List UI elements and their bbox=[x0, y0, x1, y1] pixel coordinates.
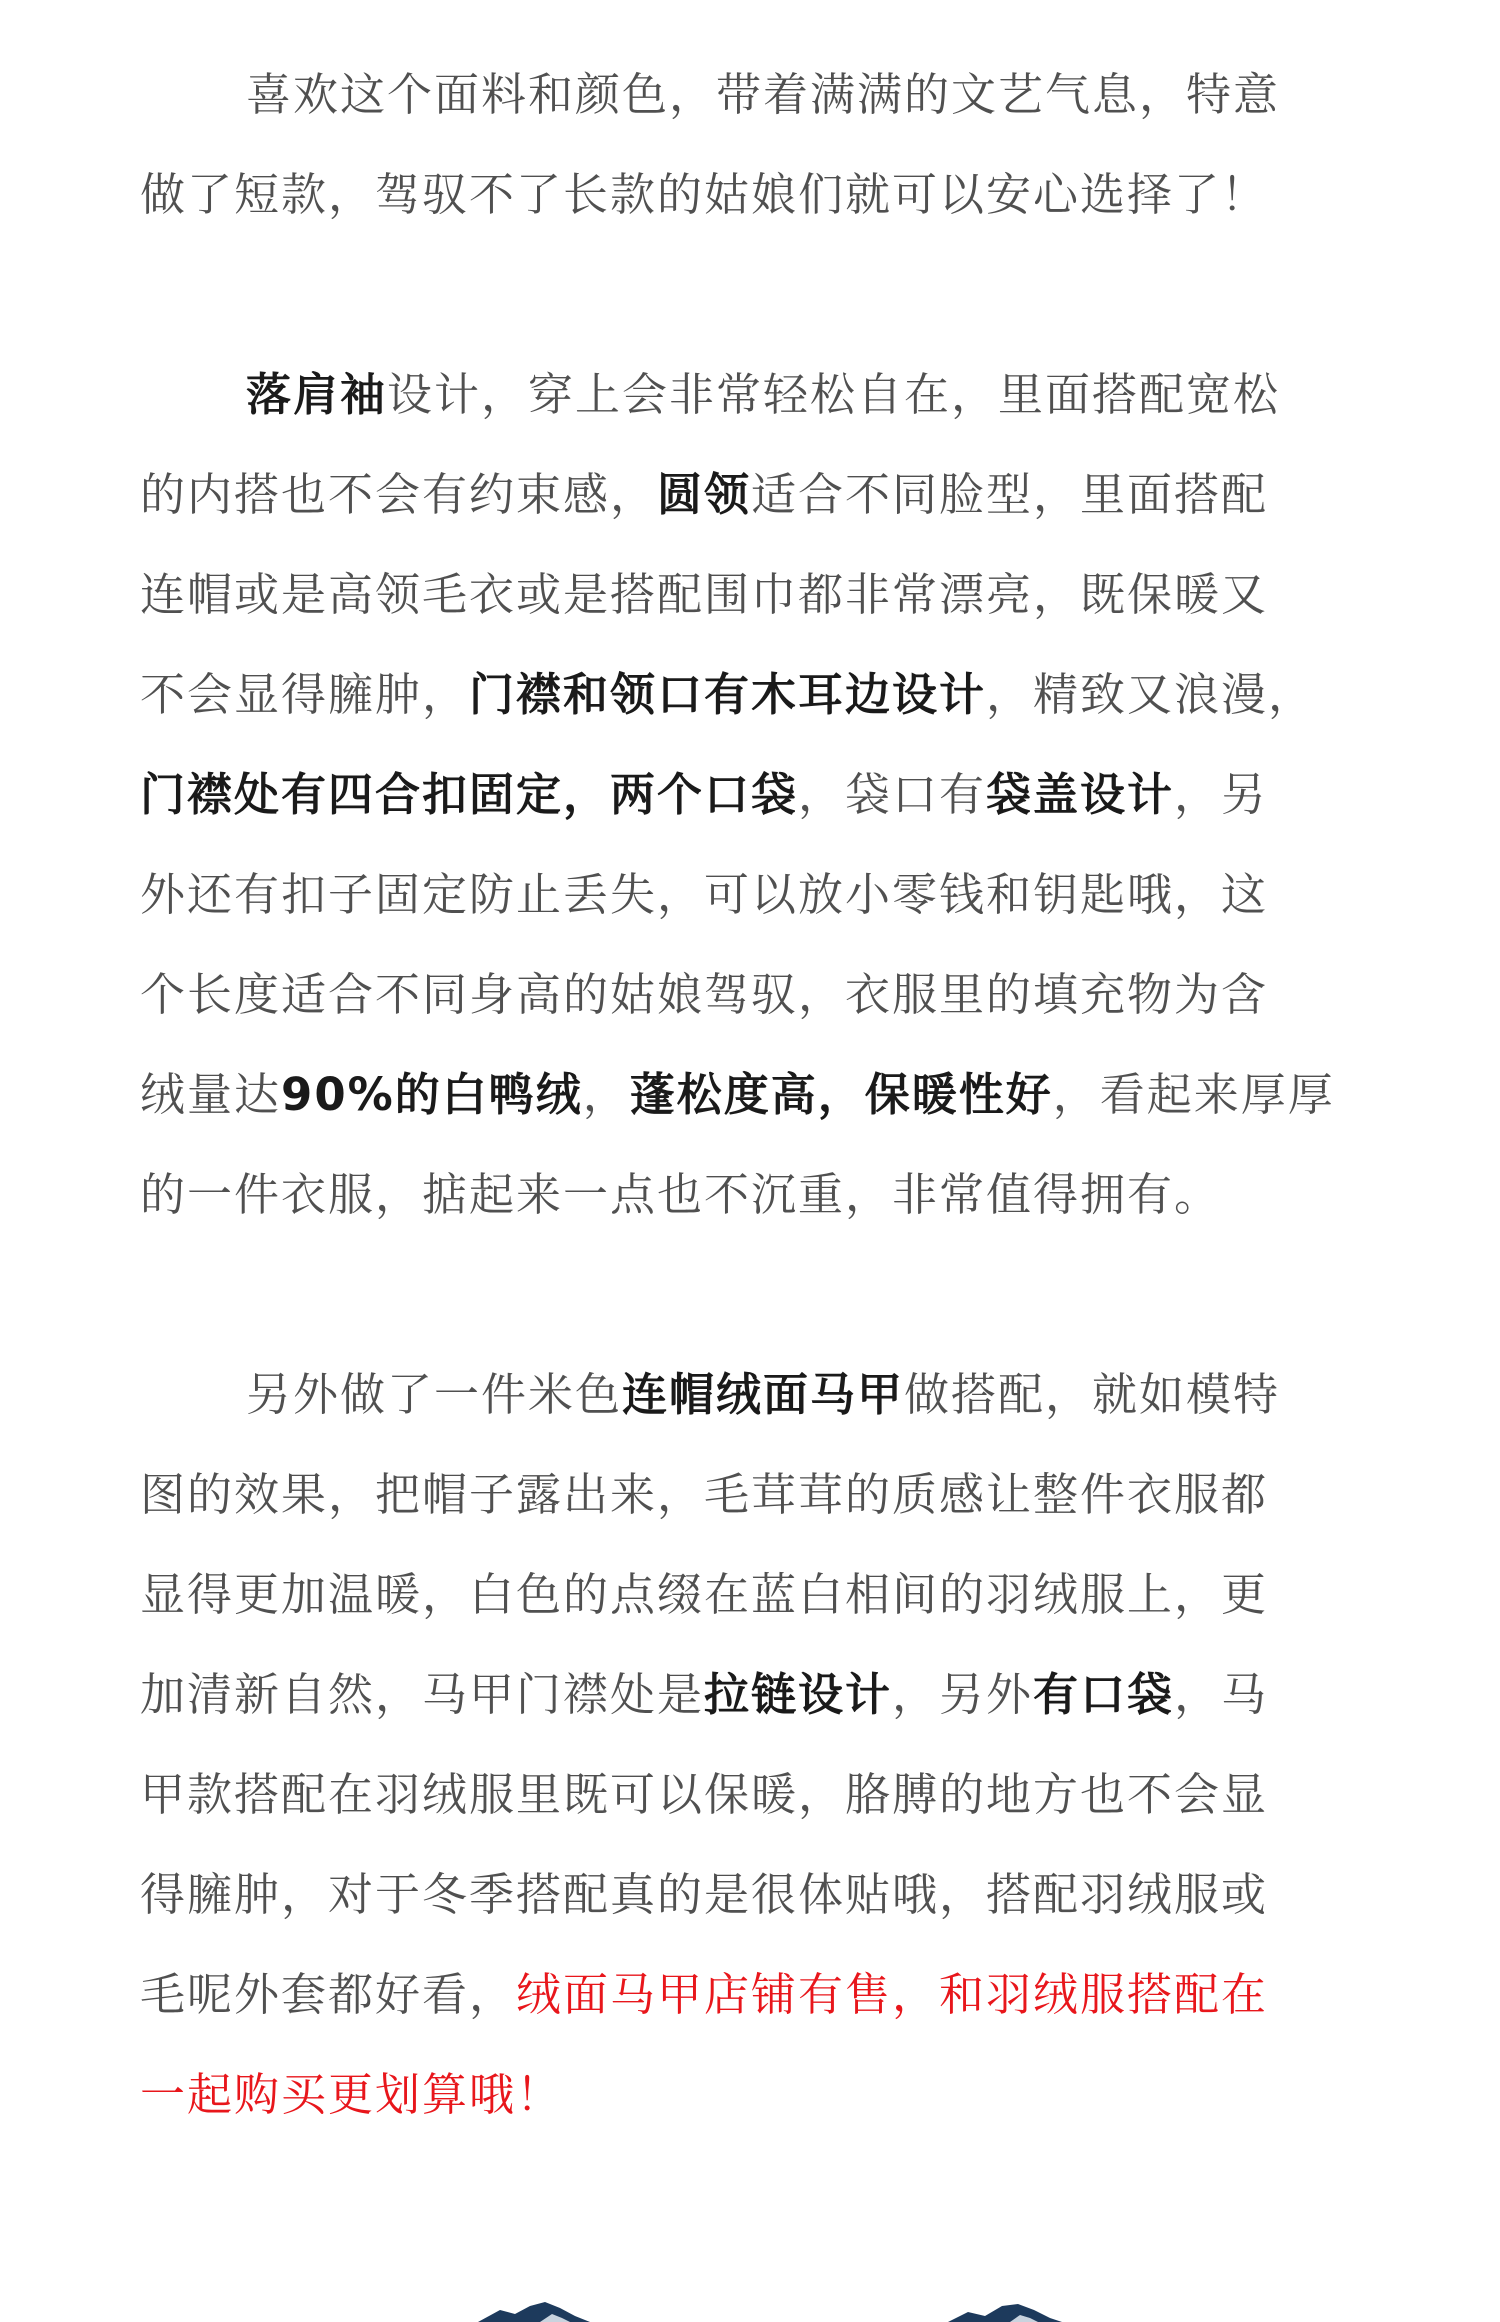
text-run: 不会显得臃肿， bbox=[140, 668, 470, 721]
text-line bbox=[140, 45, 1380, 145]
text-run: ，另 bbox=[1174, 768, 1269, 821]
text-line bbox=[140, 1045, 1380, 1145]
text-line bbox=[140, 1445, 1380, 1545]
text-run: 甲款搭配在羽绒服里既可以保暖，胳膊的地方也不会显 bbox=[140, 1768, 1269, 1821]
text-line bbox=[140, 745, 1380, 845]
text-run: 适合不同脸型，里面搭配 bbox=[751, 468, 1269, 521]
text-run: ，精致又浪漫， bbox=[986, 668, 1316, 721]
text-run: 图的效果，把帽子露出来，毛茸茸的质感让整件衣服都 bbox=[140, 1468, 1269, 1521]
bold-text-run: 门襟和领口有木耳边设计 bbox=[469, 668, 987, 721]
text-line bbox=[140, 445, 1380, 545]
bold-text-run: 90%的白鸭绒 bbox=[281, 1068, 583, 1121]
deco-peak-left bbox=[478, 2302, 590, 2322]
text-run: 连帽或是高领毛衣或是搭配围巾都非常漂亮，既保暖又 bbox=[140, 568, 1269, 621]
text-run: 绒量达 bbox=[140, 1068, 282, 1121]
text-line bbox=[140, 1545, 1380, 1645]
bold-text-run: 有口袋 bbox=[1033, 1668, 1175, 1721]
text-run: ，另外 bbox=[892, 1668, 1034, 1721]
text-line bbox=[140, 1845, 1380, 1945]
bold-text-run: 蓬松度高，保暖性好 bbox=[629, 1068, 1053, 1121]
text-run: ，马 bbox=[1174, 1668, 1269, 1721]
text-line bbox=[140, 345, 1380, 445]
text-line bbox=[140, 1145, 1380, 1245]
text-run: 的一件衣服，掂起来一点也不沉重，非常值得拥有。 bbox=[140, 1168, 1222, 1221]
bold-text-run: 拉链设计 bbox=[704, 1668, 893, 1721]
text-run: ，袋口有 bbox=[798, 768, 987, 821]
text-run: ， bbox=[582, 1068, 630, 1121]
decorative-pattern-strip bbox=[0, 2280, 1500, 2322]
bold-text-run: 门襟处有四合扣固定，两个口袋 bbox=[140, 768, 799, 821]
highlight-text-run: 一起购买更划算哦！ bbox=[140, 2068, 564, 2121]
text-run: 个长度适合不同身高的姑娘驾驭，衣服里的填充物为含 bbox=[140, 968, 1269, 1021]
text-run: 另外做了一件米色 bbox=[246, 1368, 623, 1421]
paragraph-design-details bbox=[140, 345, 1380, 1245]
text-run: 加清新自然，马甲门襟处是 bbox=[140, 1668, 705, 1721]
paragraph-vest-pairing bbox=[140, 1345, 1380, 2145]
text-line bbox=[140, 845, 1380, 945]
text-line bbox=[140, 1645, 1380, 1745]
text-run: 毛呢外套都好看， bbox=[140, 1968, 517, 2021]
text-run: 做搭配，就如模特 bbox=[904, 1368, 1281, 1421]
text-line bbox=[140, 145, 1380, 245]
bold-text-run: 圆领 bbox=[657, 468, 752, 521]
text-run: 的内搭也不会有约束感， bbox=[140, 468, 658, 521]
text-run: 做了短款，驾驭不了长款的姑娘们就可以安心选择了！ bbox=[140, 168, 1269, 221]
text-run: 得臃肿，对于冬季搭配真的是很体贴哦，搭配羽绒服或 bbox=[140, 1868, 1269, 1921]
text-line bbox=[140, 1945, 1380, 2045]
text-run: 外还有扣子固定防止丢失，可以放小零钱和钥匙哦，这 bbox=[140, 868, 1269, 921]
text-run: 设计，穿上会非常轻松自在，里面搭配宽松 bbox=[387, 368, 1281, 421]
text-run: 显得更加温暖，白色的点缀在蓝白相间的羽绒服上，更 bbox=[140, 1568, 1269, 1621]
text-line bbox=[140, 1745, 1380, 1845]
text-run: ，看起来厚厚 bbox=[1052, 1068, 1335, 1121]
bold-text-run: 落肩袖 bbox=[246, 368, 388, 421]
bold-text-run: 袋盖设计 bbox=[986, 768, 1175, 821]
text-run: 喜欢这个面料和颜色，带着满满的文艺气息，特意 bbox=[246, 68, 1281, 121]
deco-peak-right bbox=[948, 2304, 1062, 2322]
highlight-text-run: 绒面马甲店铺有售，和羽绒服搭配在 bbox=[516, 1968, 1269, 2021]
text-line bbox=[140, 545, 1380, 645]
text-line bbox=[140, 945, 1380, 1045]
text-line bbox=[140, 2045, 1380, 2145]
paragraph-intro bbox=[140, 45, 1380, 245]
text-line bbox=[140, 645, 1380, 745]
bold-text-run: 连帽绒面马甲 bbox=[622, 1368, 905, 1421]
text-line bbox=[140, 1345, 1380, 1445]
